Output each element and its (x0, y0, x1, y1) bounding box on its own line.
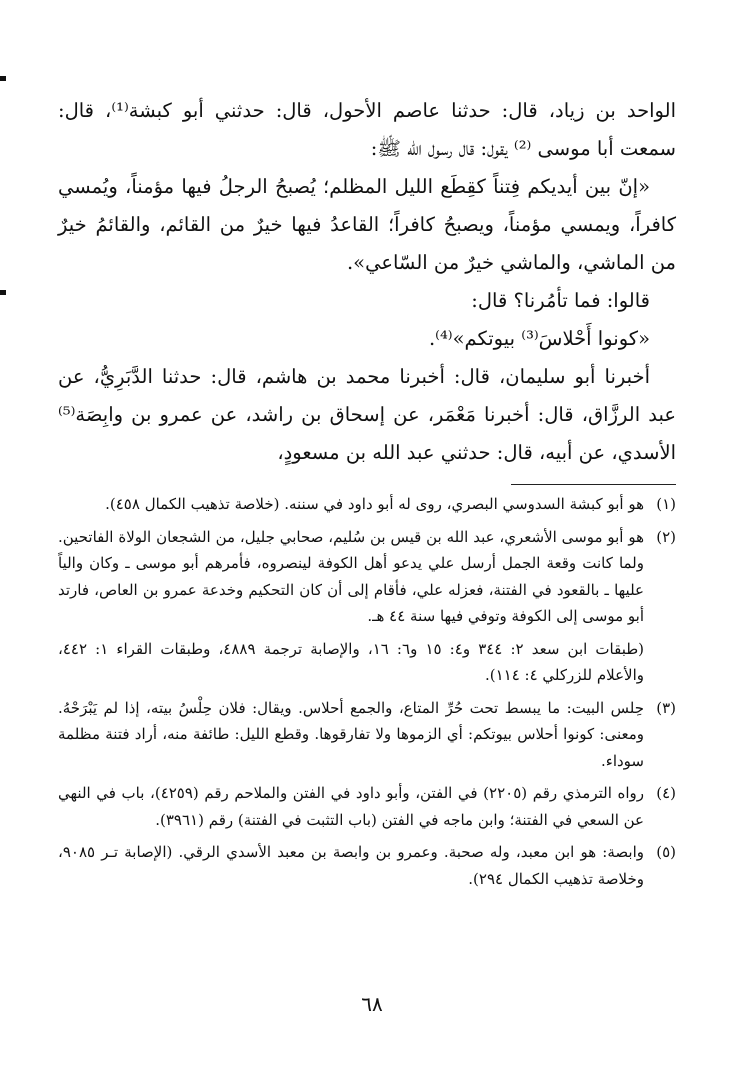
footnote-text: وابصة: هو ابن معبد، وله صحبة. وعمرو بن وابصة بن معبد الأسدي الرقي. (الإصابة تـر ٩٠٨٥، وخلاصة تذهيب الكمال ٢٩٤). (58, 843, 644, 888)
page-number: ٦٨ (361, 992, 383, 1016)
paragraph-hadith-text: «إنّ بين أيديكم فِتناً كقِطَع الليل المظلم؛ يُصبحُ الرجلُ فيها مؤمناً، ويُمسي كافراً، ويمسي مؤمناً، ويصبحُ كافراً؛ القاعدُ فيها خيرٌ من القائم، والقائمُ خيرٌ من الماشي، والماشي خيرٌ من السّاعي». (58, 175, 676, 274)
footnote-number: (٣) (656, 698, 676, 717)
footnote-2-sources (58, 636, 676, 689)
page-body (58, 92, 676, 898)
paragraph-question: قالوا: فما تأمُرنا؟ قال: (471, 289, 650, 312)
scan-edge-mark (0, 76, 6, 81)
main-text (58, 92, 676, 472)
footnote-5 (58, 839, 676, 892)
footnote-divider (511, 484, 676, 485)
footnote-text: هو أبو موسى الأشعري، عبد الله بن قيس بن سُليم، صحابي جليل، من الشجعان الولاة الفاتحين. ولما كانت وقعة الجمل أرسل علي يدعو أهل الكوفة لينصروه، فأمرهم أبو موسى ـ وكان والياً عليها ـ بالقعود في الفتنة، فعزله علي، فأقام إلى أن كان التحكيم وخدعة عمرو بن العاص، فارتد أبو موسى إلى الكوفة وتوفي فيها سنة ٤٤ هـ. (58, 527, 644, 625)
footnote-number: (٥) (656, 843, 676, 861)
footnote-text: (طبقات ابن سعد ٢: ٣٤٤ و٤: ١٥ و٦: ١٦، والإصابة ترجمة ٤٨٨٩، وطبقات القراء ١: ٤٤٢، والأعلام للزركلي ٤: ١١٤). (58, 639, 645, 684)
footnote-number: (٢) (656, 527, 676, 546)
footnote-number: (٤) (656, 784, 676, 802)
footnote-text: حِلس البيت: ما يبسط تحت حُرِّ المتاع، والجمع أحلاس. ويقال: فلان حِلْسُ بيته، إذا لم يَبْرَحْهُ. ومعنى: كونوا أحلاس بيوتكم: أي الزموها ولا تفارقوها. وقطع الليل: طائفة منه، أراد فتنة مظلمة سوداء. (58, 698, 644, 770)
footnote-text: هو أبو كبشة السدوسي البصري، روى له أبو داود في سننه. (خلاصة تذهيب الكمال ٤٥٨). (105, 495, 644, 513)
footnote-number: (١) (656, 495, 676, 513)
footnote-3 (58, 695, 676, 775)
paragraph-answer: «كونوا أَحْلاسَ⁽³⁾ بيوتكم»⁽⁴⁾. (428, 327, 650, 350)
footnotes (58, 491, 676, 892)
paragraph-isnad-2: أخبرنا أبو سليمان، قال: أخبرنا محمد بن هاشم، قال: حدثنا الدَّبَرِيُّ، عن عبد الرزَّاق، قال: أخبرنا مَعْمَر، عن إسحاق بن راشد، عن عمرو بن وابِصَة⁽⁵⁾ الأسدي، عن أبيه، قال: حدثني عبد الله بن مسعودٍ، (58, 365, 676, 464)
footnote-1 (58, 491, 676, 518)
footnote-text: رواه الترمذي رقم (٢٢٠٥) في الفتن، وأبو داود في الفتن والملاحم رقم (٤٢٥٩)، باب في النهي عن السعي في الفتنة؛ وابن ماجه في الفتن (باب التثبت في الفتنة) رقم (٣٩٦١). (58, 784, 644, 829)
footnote-2 (58, 524, 676, 630)
paragraph-isnad-1: الواحد بن زياد، قال: حدثنا عاصم الأحول، قال: حدثني أبو كبشة⁽¹⁾، قال: سمعت أبا موسى ⁽²⁾ يقول: قال رسول الله ﷺ: (58, 99, 676, 160)
scan-edge-mark (0, 290, 6, 295)
footnote-4 (58, 780, 676, 833)
